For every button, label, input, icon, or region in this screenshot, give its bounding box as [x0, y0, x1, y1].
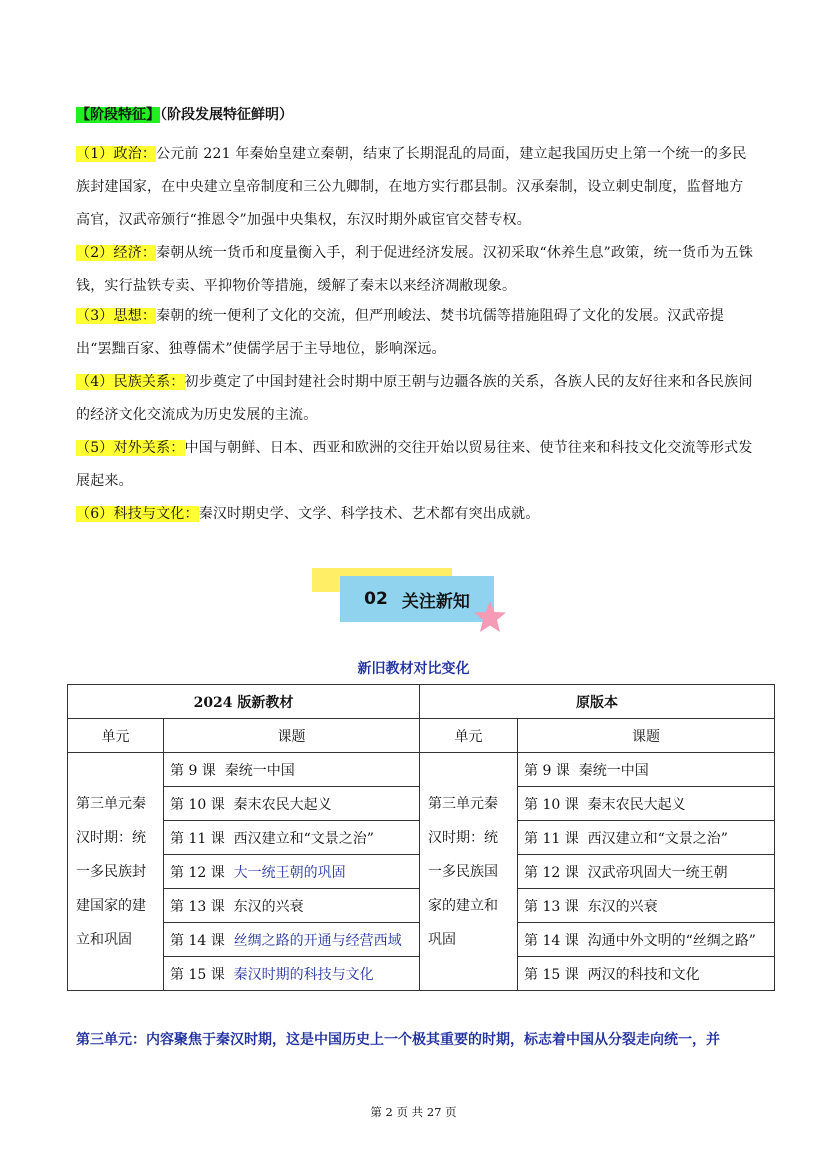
lesson-title: 沟通中外文明的“丝绸之路” [587, 932, 756, 949]
lesson-number: 第 14 课 [170, 932, 225, 949]
star-icon [472, 600, 508, 634]
lesson-title: 秦末农民大起义 [587, 796, 686, 813]
lesson-number: 第 15 课 [524, 966, 579, 983]
feature-text: 初步奠定了中国封建社会时期中原王朝与边疆各族的关系，各族人民的友好往来和各民族间的经济文化交流成为历史发展的主流。 [76, 374, 753, 423]
new-unit-col-header: 单元 [68, 719, 164, 753]
lesson-title: 丝绸之路的开通与经营西域 [233, 932, 402, 949]
table-row [68, 753, 775, 787]
old-lesson-cell [518, 957, 775, 991]
lesson-title: 两汉的科技和文化 [587, 966, 700, 983]
lesson-number: 第 9 课 [170, 762, 216, 779]
lesson-title: 大一统王朝的巩固 [233, 864, 346, 881]
feature-label: （2）经济： [76, 245, 157, 261]
badge-number: 02 [364, 589, 388, 609]
lesson-number: 第 11 课 [170, 830, 225, 847]
new-edition-header: 2024 版新教材 [68, 685, 420, 719]
feature-politics [76, 138, 756, 237]
old-edition-header: 原版本 [420, 685, 775, 719]
old-lesson-cell [518, 923, 775, 957]
heading-tag: 【阶段特征】 [76, 107, 160, 123]
feature-label: （1）政治： [76, 146, 157, 162]
lesson-number: 第 12 课 [524, 864, 579, 881]
lesson-title: 秦统一中国 [224, 762, 295, 779]
lesson-number: 第 9 课 [524, 762, 570, 779]
feature-label: （6）科技与文化： [76, 506, 199, 522]
lesson-number: 第 14 课 [524, 932, 579, 949]
lesson-number: 第 10 课 [524, 796, 579, 813]
lesson-title: 东汉的兴衰 [233, 898, 304, 915]
lesson-title: 秦汉时期的科技与文化 [233, 966, 374, 983]
feature-thought [76, 300, 756, 366]
lesson-title: 东汉的兴衰 [587, 898, 658, 915]
old-lesson-cell [518, 821, 775, 855]
feature-text: 秦朝的统一便利了文化的交流，但严刑峻法、焚书坑儒等措施阻碍了文化的发展。汉武帝提出“罢黜百家、独尊儒术”使儒学居于主导地位，影响深远。 [76, 308, 725, 357]
lesson-number: 第 10 课 [170, 796, 225, 813]
lesson-title: 西汉建立和“文景之治” [587, 830, 728, 847]
old-lesson-col-header: 课题 [518, 719, 775, 753]
feature-label: （4）民族关系： [76, 374, 185, 390]
feature-foreign [76, 432, 756, 498]
lesson-title: 秦统一中国 [578, 762, 649, 779]
feature-text: 秦朝从统一货币和度量衡入手，利于促进经济发展。汉初采取“休养生息”政策，统一货币为五铢钱，实行盐铁专卖、平抑物价等措施，缓解了秦末以来经济凋敝现象。 [76, 245, 754, 294]
lesson-number: 第 13 课 [170, 898, 225, 915]
badge-label [340, 576, 494, 622]
old-lesson-cell [518, 855, 775, 889]
page-footer: 第 2 页 共 27 页 [370, 1105, 457, 1119]
new-lesson-cell [164, 889, 420, 923]
feature-text: 秦汉时期史学、文学、科学技术、艺术都有突出成就。 [198, 506, 540, 522]
old-lesson-cell [518, 889, 775, 923]
new-lesson-cell [164, 923, 420, 957]
feature-text: 公元前 221 年秦始皇建立秦朝，结束了长期混乱的局面，建立起我国历史上第一个统一的多民族封建国家，在中央建立皇帝制度和三公九卿制，在地方实行郡县制。汉承秦制，设立刺史制度，监督地方高官，汉武帝颁行“推恩令”加强中央集权，东汉时期外戚宦官交替专权。 [76, 146, 747, 228]
lesson-title: 秦末农民大起义 [233, 796, 332, 813]
lesson-number: 第 13 课 [524, 898, 579, 915]
feature-culture [76, 498, 756, 531]
new-unit-cell [68, 753, 164, 991]
new-lesson-cell [164, 753, 420, 787]
old-lesson-cell [518, 753, 775, 787]
old-unit-cell [420, 753, 518, 991]
lesson-title: 汉武帝巩固大一统王朝 [587, 864, 728, 881]
old-unit-col-header: 单元 [420, 719, 518, 753]
lesson-title: 西汉建立和“文景之治” [233, 830, 374, 847]
table-subheader-row [68, 719, 775, 753]
new-lesson-cell [164, 957, 420, 991]
feature-text: 中国与朝鲜、日本、西亚和欧洲的交往开始以贸易往来、使节往来和科技文化交流等形式发展起来。 [76, 440, 753, 489]
section-heading [76, 105, 293, 125]
old-unit-text: 第三单元秦汉时期：统一多民族国家的建立和巩固 [428, 795, 498, 948]
new-unit-text: 第三单元秦汉时期：统一多民族封建国家的建立和巩固 [76, 795, 146, 948]
old-lesson-cell [518, 787, 775, 821]
lesson-number: 第 12 课 [170, 864, 225, 881]
heading-text: （阶段发展特征鲜明） [160, 107, 293, 123]
feature-label: （3）思想： [76, 308, 157, 324]
lesson-number: 第 15 课 [170, 966, 225, 983]
lesson-number: 第 11 课 [524, 830, 579, 847]
new-lesson-cell [164, 787, 420, 821]
feature-ethnic [76, 366, 756, 432]
feature-economy [76, 237, 756, 303]
comparison-table [67, 684, 775, 991]
new-lesson-col-header: 课题 [164, 719, 420, 753]
feature-label: （5）对外关系： [76, 440, 185, 456]
section-badge [312, 568, 522, 632]
new-lesson-cell [164, 821, 420, 855]
table-title: 新旧教材对比变化 [357, 661, 470, 677]
badge-title: 关注新知 [401, 591, 470, 612]
table-header-row [68, 685, 775, 719]
unit-summary-text: 第三单元：内容聚焦于秦汉时期，这是中国历史上一个极其重要的时期，标志着中国从分裂走向统一，并 [76, 1032, 720, 1048]
new-lesson-cell [164, 855, 420, 889]
